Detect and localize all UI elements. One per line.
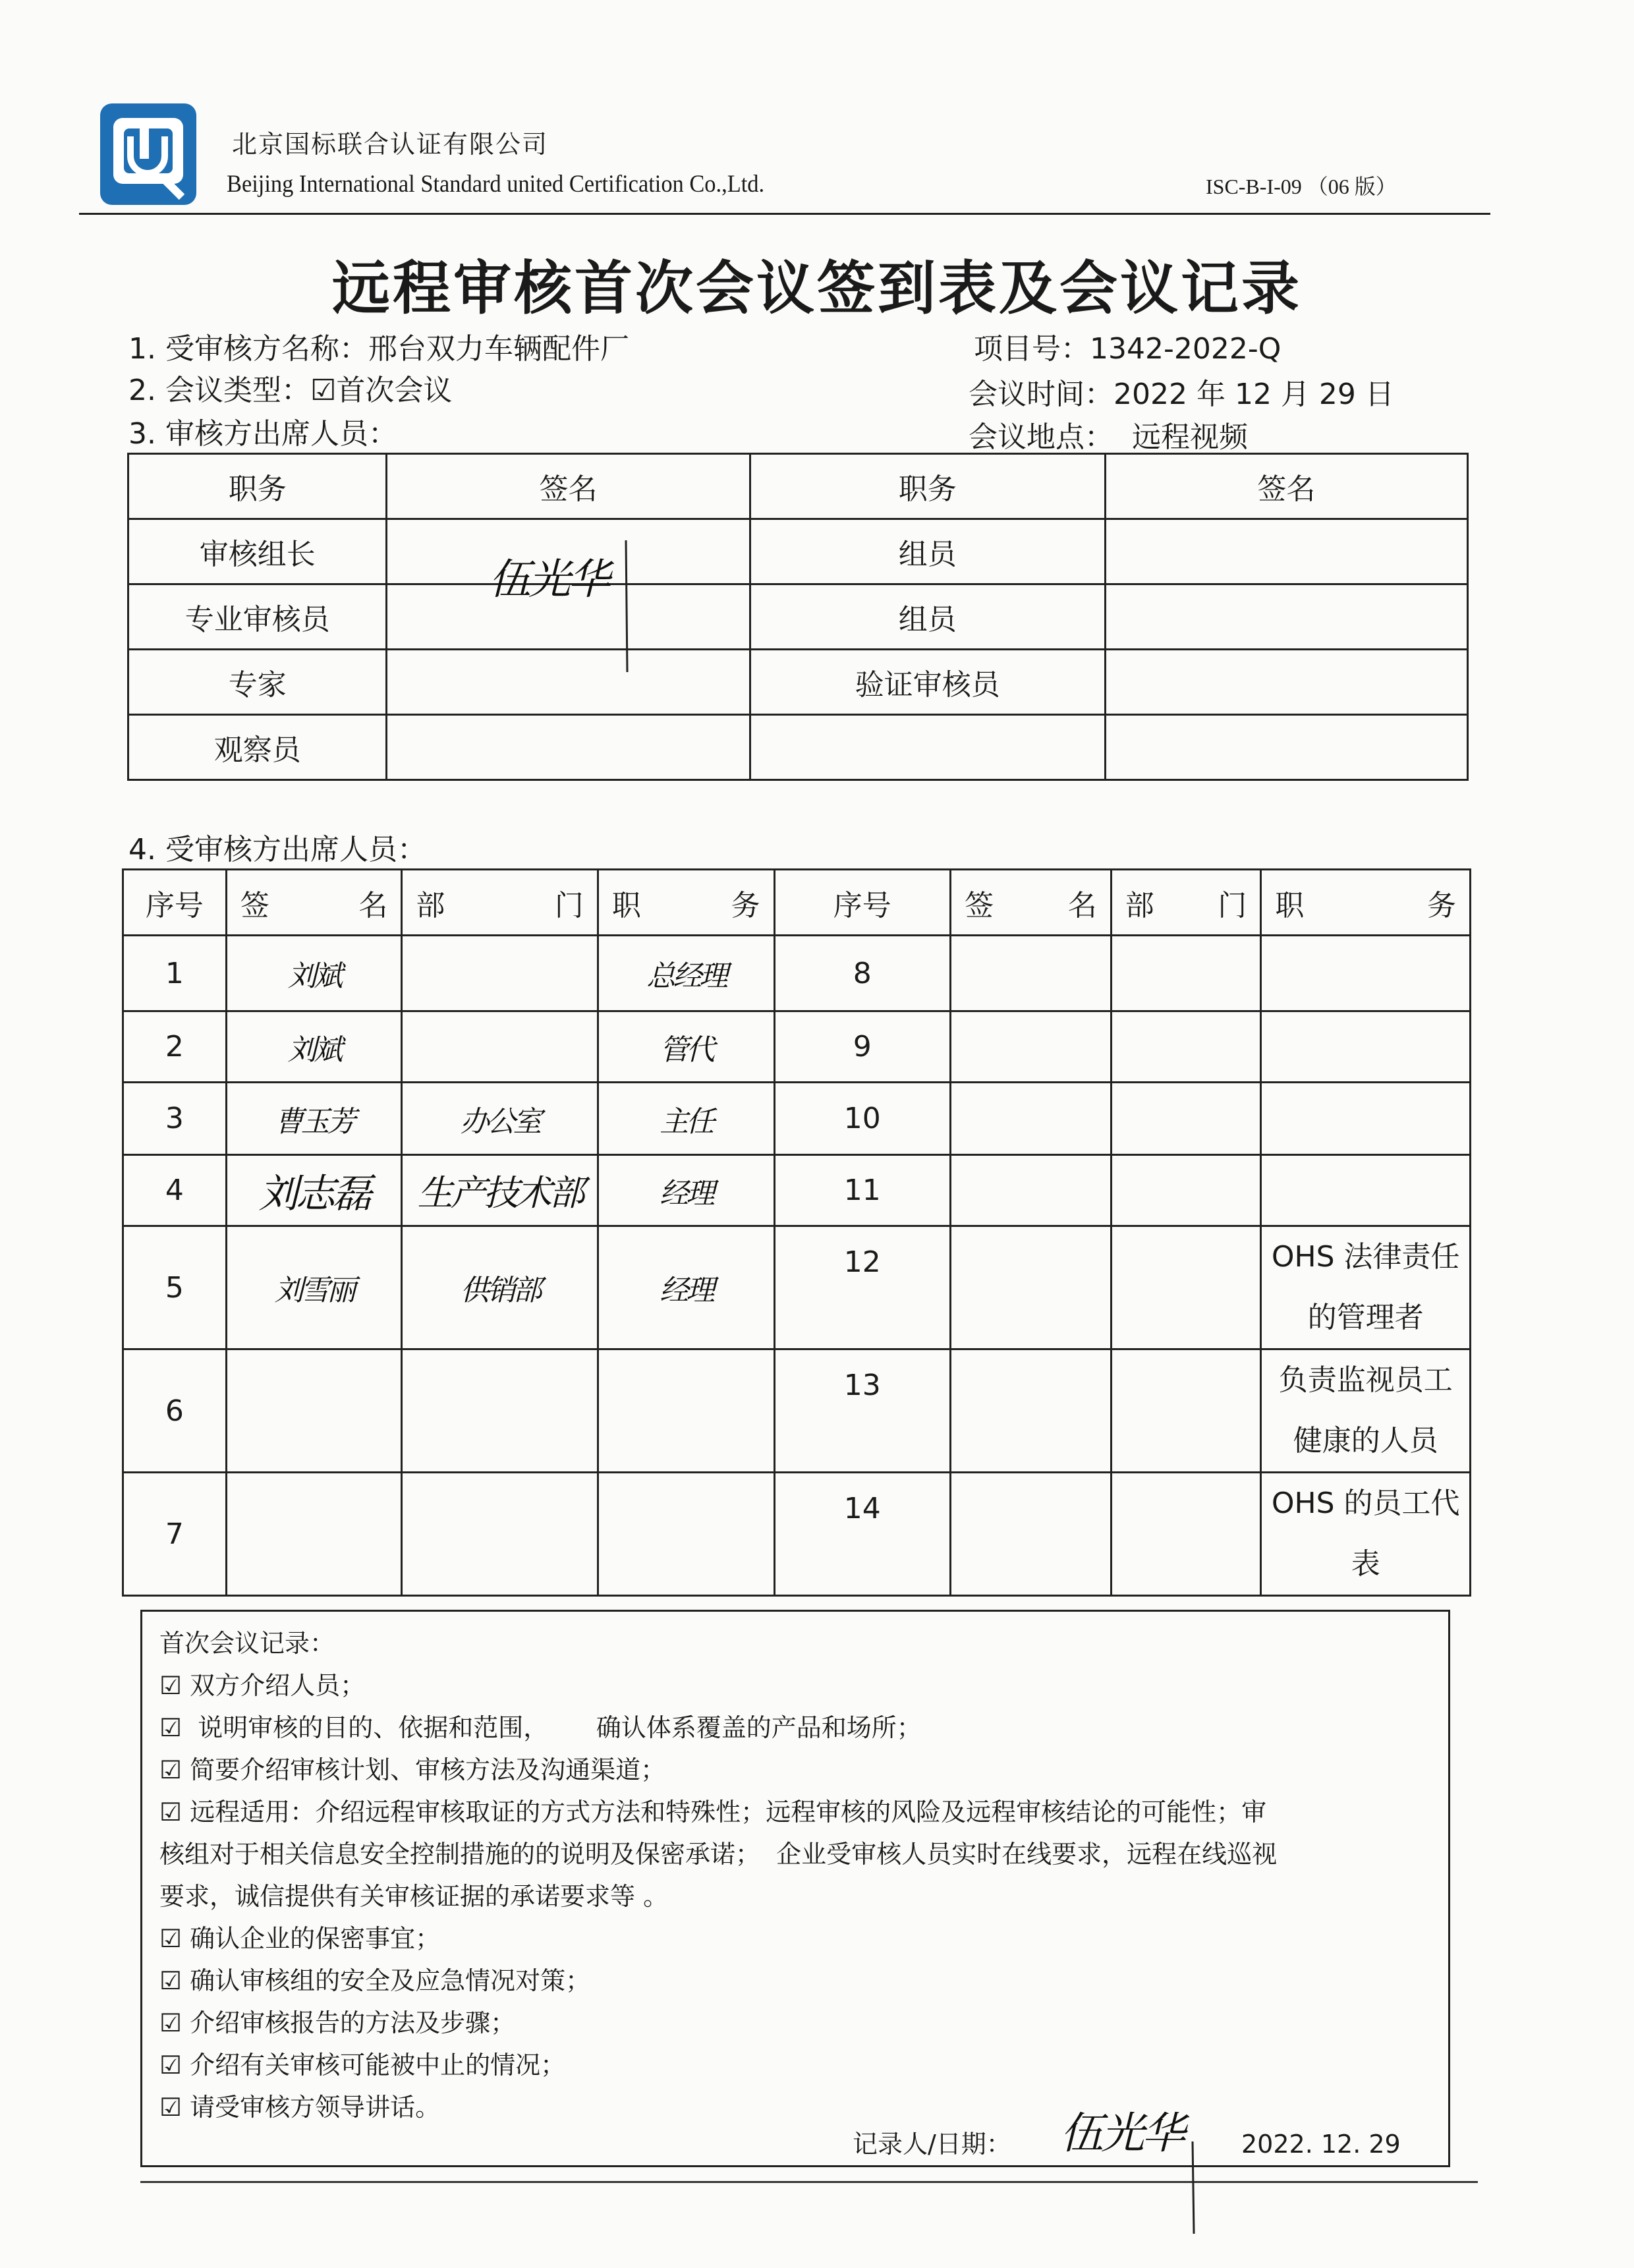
auditee-section-heading: 4. 受审核方出席人员： bbox=[128, 833, 426, 866]
table-row bbox=[123, 1473, 1471, 1596]
header-cell: 签名 bbox=[951, 870, 1112, 936]
position-cell bbox=[1261, 1083, 1471, 1155]
meeting-time-value: 2022 年 12 月 29 日 bbox=[1113, 378, 1394, 411]
header-cell: 部门 bbox=[1111, 870, 1261, 936]
header-cell: 签名 bbox=[387, 454, 750, 519]
table-row bbox=[128, 584, 1468, 650]
record-item: ☑ 说明审核的目的、依据和范围， 确认体系覆盖的产品和场所； bbox=[159, 1713, 922, 1742]
signature-cell bbox=[951, 1349, 1112, 1473]
auditee-label: 1. 受审核方名称： bbox=[128, 332, 368, 366]
number-cell: 1 bbox=[123, 936, 227, 1011]
department-cell bbox=[1111, 1226, 1261, 1349]
department-cell bbox=[1111, 1155, 1261, 1226]
department-cell bbox=[1111, 1349, 1261, 1473]
number-cell: 14 bbox=[774, 1473, 951, 1596]
header-cell: 序号 bbox=[123, 870, 227, 936]
record-item: ☑ 确认审核组的安全及应急情况对策； bbox=[159, 1966, 591, 1995]
page-title: 远程审核首次会议签到表及会议记录 bbox=[331, 254, 1302, 322]
signature-cell bbox=[951, 1083, 1112, 1155]
position-cell bbox=[598, 1349, 774, 1473]
signature-cell bbox=[226, 1473, 402, 1596]
signature-cell bbox=[226, 1349, 402, 1473]
record-item: ☑ 请受审核方领导讲话。 bbox=[159, 2093, 441, 2122]
meeting-location-line bbox=[969, 413, 1248, 455]
signature-cell bbox=[951, 1155, 1112, 1226]
position-cell bbox=[1261, 1011, 1471, 1083]
signature-cell: 刘志磊 bbox=[226, 1155, 402, 1226]
record-item: 要求，诚信提供有关审核证据的承诺要求等 。 bbox=[159, 1882, 669, 1911]
meeting-record-box bbox=[140, 1610, 1450, 2167]
position-line: 的管理者 bbox=[1307, 1301, 1424, 1334]
number-cell: 12 bbox=[774, 1226, 951, 1349]
position-line: OHS 的员工代 bbox=[1271, 1487, 1460, 1520]
company-name-cn: 北京国标联合认证有限公司 bbox=[232, 130, 549, 159]
department-cell bbox=[402, 1349, 598, 1473]
auditor-attendance-table bbox=[127, 453, 1469, 781]
position-cell bbox=[1261, 1155, 1471, 1226]
table-row bbox=[123, 1226, 1471, 1349]
number-cell: 3 bbox=[123, 1083, 227, 1155]
record-item: ☑ 介绍有关审核可能被中止的情况； bbox=[159, 2051, 566, 2080]
position-cell: 经理 bbox=[598, 1155, 774, 1226]
department-cell bbox=[1111, 1011, 1261, 1083]
header-cell: 职务 bbox=[128, 454, 387, 519]
position-cell bbox=[598, 1473, 774, 1596]
role-cell: 审核组长 bbox=[128, 519, 387, 584]
auditee-attendance-table bbox=[122, 868, 1471, 1597]
number-cell: 5 bbox=[123, 1226, 227, 1349]
table-row bbox=[128, 650, 1468, 715]
header-cell: 职务 bbox=[1261, 870, 1471, 936]
record-heading: 首次会议记录： bbox=[159, 1629, 335, 1658]
project-value: 1342-2022-Q bbox=[1090, 332, 1282, 366]
signature-cell bbox=[951, 1011, 1112, 1083]
number-cell: 8 bbox=[774, 936, 951, 1011]
header-cell: 签名 bbox=[1105, 454, 1467, 519]
table-row bbox=[123, 1083, 1471, 1155]
lead-auditor-signature: 伍光华 bbox=[489, 555, 607, 604]
role-cell: 专家 bbox=[128, 650, 387, 715]
department-cell: 供销部 bbox=[402, 1226, 598, 1349]
signature-cell bbox=[387, 715, 750, 780]
signature-cell: 刘斌 bbox=[226, 936, 402, 1011]
company-name-en: Beijing International Standard united Certification Co.,Ltd. bbox=[227, 171, 765, 198]
signature-cell bbox=[1105, 650, 1467, 715]
project-label: 项目号： bbox=[974, 332, 1090, 366]
position-cell bbox=[1261, 936, 1471, 1011]
meeting-type-label: 2. 会议类型： bbox=[128, 374, 310, 407]
auditee-name-line bbox=[128, 325, 629, 367]
position-line: OHS 法律责任 bbox=[1271, 1240, 1460, 1274]
header-cell: 职务 bbox=[598, 870, 774, 936]
location-label: 会议地点： bbox=[969, 420, 1113, 454]
table-row bbox=[123, 1155, 1471, 1226]
record-item: ☑ 确认企业的保密事宜； bbox=[159, 1924, 441, 1953]
position-line: 负责监视员工 bbox=[1278, 1363, 1453, 1397]
department-cell: 办公室 bbox=[402, 1083, 598, 1155]
department-cell bbox=[1111, 936, 1261, 1011]
record-date: 2022. 12. 29 bbox=[1241, 2130, 1401, 2159]
role-cell: 组员 bbox=[750, 519, 1105, 584]
role-cell: 专业审核员 bbox=[128, 584, 387, 650]
position-line: 健康的人员 bbox=[1293, 1424, 1438, 1458]
footer-divider bbox=[140, 2181, 1478, 2183]
department-cell bbox=[402, 1473, 598, 1596]
position-line: 表 bbox=[1351, 1547, 1380, 1581]
signature-cell bbox=[1105, 715, 1467, 780]
role-cell: 组员 bbox=[750, 584, 1105, 650]
department-cell bbox=[1111, 1083, 1261, 1155]
table-row bbox=[123, 1349, 1471, 1473]
signature-cell: 刘斌 bbox=[226, 1011, 402, 1083]
table-header-row bbox=[123, 870, 1471, 936]
header-cell: 职务 bbox=[750, 454, 1105, 519]
department-cell bbox=[402, 1011, 598, 1083]
header-divider bbox=[79, 213, 1490, 215]
number-cell: 6 bbox=[123, 1349, 227, 1473]
record-item: 核组对于相关信息安全控制措施的的说明及保密承诺； 企业受审核人员实时在线要求，远程在线巡视 bbox=[159, 1840, 1278, 1869]
position-cell bbox=[1261, 1226, 1471, 1349]
number-cell: 2 bbox=[123, 1011, 227, 1083]
signature-cell: 刘雪丽 bbox=[226, 1226, 402, 1349]
department-cell: 生产技术部 bbox=[402, 1155, 598, 1226]
number-cell: 7 bbox=[123, 1473, 227, 1596]
signature-cell bbox=[951, 936, 1112, 1011]
company-logo bbox=[99, 102, 198, 206]
number-cell: 13 bbox=[774, 1349, 951, 1473]
auditor-section-heading: 3. 审核方出席人员： bbox=[128, 417, 397, 451]
department-cell bbox=[402, 936, 598, 1011]
table-row bbox=[123, 1011, 1471, 1083]
position-cell bbox=[1261, 1473, 1471, 1596]
meeting-time-line bbox=[969, 370, 1394, 412]
recorder-label: 记录人/日期： bbox=[853, 2130, 1011, 2159]
auditee-value: 邢台双力车辆配件厂 bbox=[368, 332, 629, 366]
signature-cell: 曹玉芳 bbox=[226, 1083, 402, 1155]
position-cell: 总经理 bbox=[598, 936, 774, 1011]
signature-stroke bbox=[1186, 2141, 1199, 2234]
number-cell: 11 bbox=[774, 1155, 951, 1226]
position-cell bbox=[1261, 1349, 1471, 1473]
department-cell bbox=[1111, 1473, 1261, 1596]
record-item: ☑ 远程适用：介绍远程审核取证的方式方法和特殊性；远程审核的风险及远程审核结论的可能性；审 bbox=[159, 1798, 1267, 1827]
meeting-type-checkbox: ☑首次会议 bbox=[310, 374, 453, 407]
position-cell: 经理 bbox=[598, 1226, 774, 1349]
role-cell: 验证审核员 bbox=[750, 650, 1105, 715]
meeting-type-line bbox=[128, 366, 452, 409]
project-number-line bbox=[974, 325, 1281, 367]
table-row bbox=[128, 519, 1468, 584]
number-cell: 9 bbox=[774, 1011, 951, 1083]
table-row bbox=[128, 715, 1468, 780]
table-header-row bbox=[128, 454, 1468, 519]
meeting-time-label: 会议时间： bbox=[969, 378, 1113, 411]
signature-cell bbox=[1105, 519, 1467, 584]
header-cell: 序号 bbox=[774, 870, 951, 936]
number-cell: 4 bbox=[123, 1155, 227, 1226]
document-code: ISC-B-I-09 （06 版） bbox=[1206, 175, 1397, 198]
record-item: ☑ 介绍审核报告的方法及步骤； bbox=[159, 2008, 516, 2037]
role-cell: 观察员 bbox=[128, 715, 387, 780]
signature-cell bbox=[387, 650, 750, 715]
role-cell bbox=[750, 715, 1105, 780]
recorder-signature: 伍光华 bbox=[1060, 2108, 1183, 2159]
signature-stroke bbox=[619, 540, 633, 672]
table-row bbox=[123, 936, 1471, 1011]
record-item: ☑ 双方介绍人员； bbox=[159, 1671, 366, 1700]
position-cell: 主任 bbox=[598, 1083, 774, 1155]
header-cell: 部门 bbox=[402, 870, 598, 936]
location-value: 远程视频 bbox=[1131, 420, 1248, 454]
record-item: ☑ 简要介绍审核计划、审核方法及沟通渠道； bbox=[159, 1755, 666, 1784]
position-cell: 管代 bbox=[598, 1011, 774, 1083]
number-cell: 10 bbox=[774, 1083, 951, 1155]
signature-cell bbox=[951, 1473, 1112, 1596]
signature-cell bbox=[1105, 584, 1467, 650]
signature-cell bbox=[951, 1226, 1112, 1349]
header-cell: 签名 bbox=[226, 870, 402, 936]
